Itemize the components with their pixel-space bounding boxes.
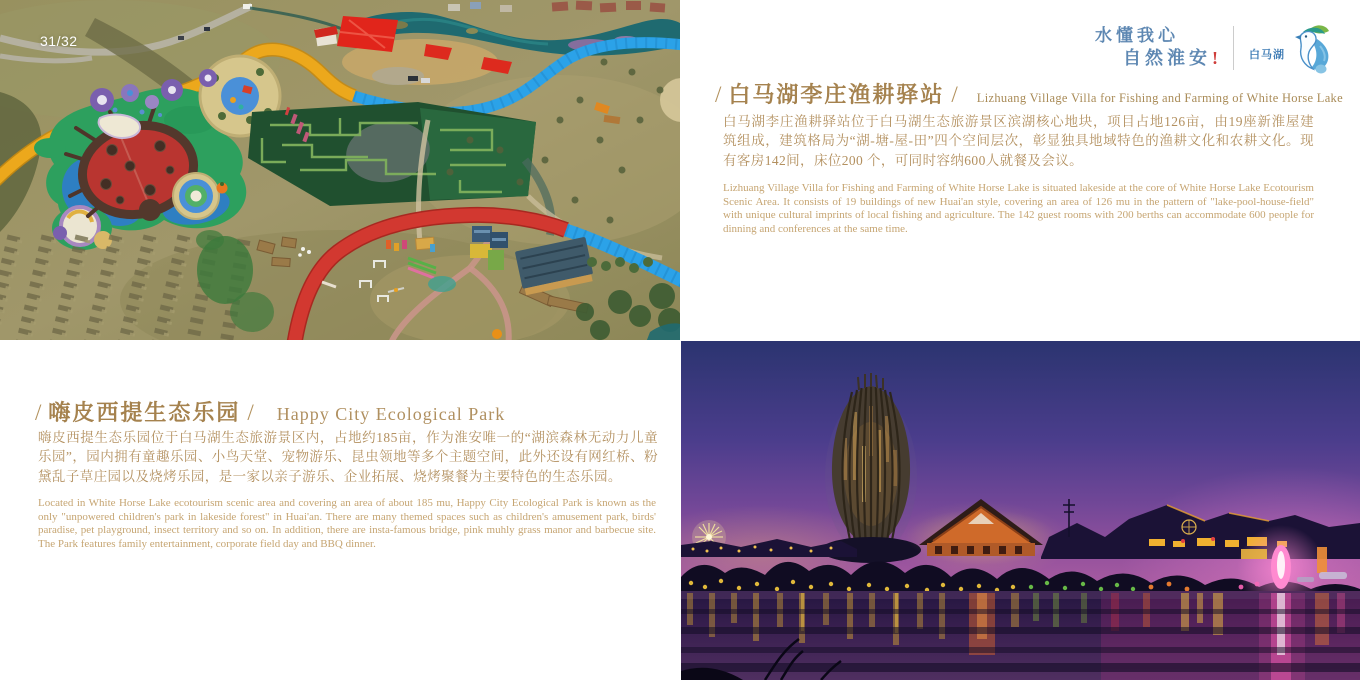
photo-night-tower	[681, 341, 1360, 680]
title-en: Happy City Ecological Park	[276, 404, 506, 424]
body-zh-happy-city: 嗨皮西提生态乐园位于白马湖生态旅游景区内，占地约185亩，作为淮安唯一的“湖滨森林无动力儿童乐园”，园内拥有童趣乐园、小鸟天堂、宠物游乐、昆虫领地等多个主题空间，此外还设有网红桥、粉黛乱子草庄园以及烧烤乐园，是一家以亲子游乐、企业拓展、烧烤聚餐为主要特色的生态乐园。	[38, 430, 658, 484]
title-zh: 嗨皮西提生态乐园	[48, 400, 241, 425]
title-slash-right: /	[247, 400, 254, 425]
title-en: Lizhuang Village Villa for Fishing and Farming of White Horse Lake	[976, 91, 1343, 105]
brand-divider	[1233, 26, 1234, 70]
aerial-park-illustration	[0, 0, 680, 340]
slogan-exclamation: !	[1212, 47, 1218, 68]
slogan-line-1: 水懂我心	[1095, 26, 1179, 46]
swan-waterdrop-icon	[1290, 22, 1332, 74]
title-slash-right: /	[951, 82, 958, 107]
slogan-line-2: 自然淮安!	[1123, 47, 1218, 68]
section-title-happy-city	[28, 396, 505, 427]
brand-slogan	[1095, 27, 1218, 68]
body-en-happy-city: Located in White Horse Lake ecotourism scenic area and covering an area of about 185 mu, Happy City Ecological Park is known as the only "unpowered children's park in lakeside forest" in Huai'an. There are many themed spaces such as children's amusement park, birds' paradise, pet playground, insect territory and so on. In addition, there are insta-famous bridge, pink muhly grass manor and barbecue site. The Park features family entertainment, corporate field day and BBQ dinner.	[38, 497, 656, 550]
section-happy-city	[0, 340, 680, 680]
photo-aerial-park	[0, 0, 680, 340]
title-zh: 白马湖李庄渔耕驿站	[728, 82, 945, 107]
section-lizhuang	[680, 0, 1360, 340]
night-scene-illustration	[681, 341, 1360, 680]
page-number: 31/32	[40, 33, 78, 49]
baimahu-logo-text: 白马湖	[1249, 49, 1285, 61]
body-zh-lizhuang: 白马湖李庄渔耕驿站位于白马湖生态旅游景区滨湖核心地块，项目占地126亩，由19座新淮屋建筑组成，建筑格局为“湖-塘-屋-田”四个空间层次，彰显独具地域特色的渔耕文化和农耕文化。现有客房142间，床位200 个，可同时容纳600人就餐及会议。	[723, 114, 1314, 168]
body-en-lizhuang: Lizhuang Village Villa for Fishing and Farming of White Horse Lake is situated lakeside at the core of White Horse Lake Ecotourism Scenic Area. It consists of 19 buildings of new Huai'an style, covering an area of 126 mu in the pattern of "lake-pool-house-field" with unique cultural imprints of local fishing and agriculture. The 142 guest rooms with 200 berths can accommodate 600 people for dinning and conferences at the same time.	[723, 182, 1314, 235]
title-slash-left: /	[35, 400, 42, 425]
section-title-lizhuang	[708, 78, 1343, 109]
baimahu-logo	[1249, 22, 1332, 74]
brand-area	[1095, 22, 1332, 74]
title-slash-left: /	[715, 82, 722, 107]
